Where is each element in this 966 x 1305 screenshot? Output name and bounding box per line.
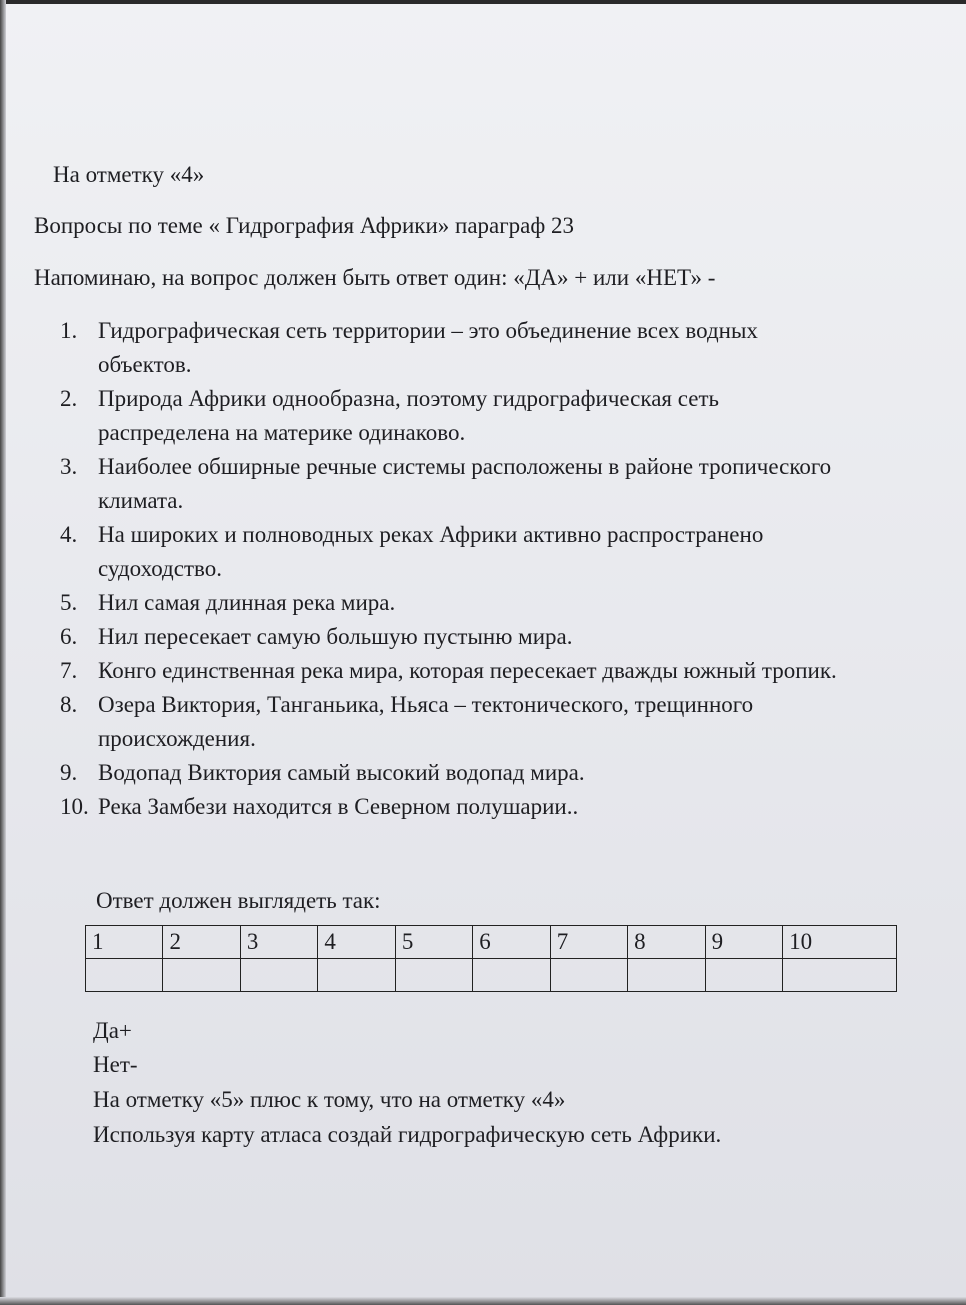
answer-table-number-cell: 7 <box>550 926 627 959</box>
question-number: 8. <box>60 692 78 717</box>
answer-table-answer-cell[interactable] <box>240 959 317 992</box>
question-item <box>60 790 850 824</box>
question-number: 6. <box>60 624 78 649</box>
question-number: 3. <box>60 454 78 479</box>
question-text: Гидрографическая сеть территории – это объединение всех водных объектов. <box>98 318 758 377</box>
legend-yes: Да+ <box>93 1018 132 1043</box>
question-list <box>60 314 850 824</box>
answer-table-number-cell: 9 <box>705 926 782 959</box>
question-number: 5. <box>60 590 78 615</box>
question-text: Нил самая длинная река мира. <box>98 590 396 615</box>
question-text: Нил пересекает самую большую пустыню мира. <box>98 624 573 649</box>
answer-table-number-cell: 10 <box>783 926 897 959</box>
question-text: На широких и полноводных реках Африки активно распространено судоходство. <box>98 522 764 581</box>
question-text: Конго единственная река мира, которая пересекает дважды южный тропик. <box>98 658 837 683</box>
question-number: 7. <box>60 658 78 683</box>
question-item <box>60 756 850 790</box>
question-text: Природа Африки однообразна, поэтому гидрографическая сеть распределена на материке одинаково. <box>98 386 719 445</box>
answer-table-answer-cell[interactable] <box>395 959 472 992</box>
question-text: Водопад Виктория самый высокий водопад мира. <box>98 760 585 785</box>
answer-table-answer-cell[interactable] <box>163 959 240 992</box>
grade-5-note: На отметку «5» плюс к тому, что на отметку «4» <box>93 1087 566 1112</box>
question-item <box>60 688 850 756</box>
answer-caption: Ответ должен выглядеть так: <box>96 888 381 913</box>
answer-table-number-cell: 3 <box>240 926 317 959</box>
answer-table-answer-cell[interactable] <box>86 959 163 992</box>
question-item <box>60 382 850 450</box>
reminder-text: Напоминаю, на вопрос должен быть ответ один: «ДА» + или «НЕТ» - <box>34 265 716 290</box>
photo-edge <box>0 1297 966 1305</box>
answer-table-answer-cell[interactable] <box>628 959 705 992</box>
question-text: Река Замбези находится в Северном полушарии.. <box>98 794 579 819</box>
topic-heading: Вопросы по теме « Гидрография Африки» параграф 23 <box>34 213 575 238</box>
question-number: 1. <box>60 318 78 343</box>
question-number: 2. <box>60 386 78 411</box>
question-item <box>60 314 850 382</box>
answer-table-number-cell: 5 <box>395 926 472 959</box>
answer-table-number-cell: 8 <box>628 926 705 959</box>
answer-table-number-cell: 2 <box>163 926 240 959</box>
question-item <box>60 586 850 620</box>
grade-4-title: На отметку «4» <box>53 162 205 187</box>
photo-edge <box>0 0 966 4</box>
photo-edge <box>0 0 6 1305</box>
question-text: Озера Виктория, Танганьика, Ньяса – тектонического, трещинного происхождения. <box>98 692 754 751</box>
answer-table-answer-cell[interactable] <box>550 959 627 992</box>
answer-table-header-row <box>86 926 897 959</box>
legend-no: Нет- <box>93 1052 138 1077</box>
answer-table-number-cell: 1 <box>86 926 163 959</box>
answer-table-answer-cell[interactable] <box>473 959 550 992</box>
question-item <box>60 620 850 654</box>
question-number: 9. <box>60 760 78 785</box>
grade-5-task: Используя карту атласа создай гидрографическую сеть Африки. <box>93 1122 722 1147</box>
question-text: Наиболее обширные речные системы расположены в районе тропического климата. <box>98 454 832 513</box>
answer-table <box>85 925 897 992</box>
answer-table-number-cell: 6 <box>473 926 550 959</box>
question-number: 10. <box>60 794 89 819</box>
question-item <box>60 450 850 518</box>
answer-table-answer-row <box>86 959 897 992</box>
answer-table-answer-cell[interactable] <box>705 959 782 992</box>
question-number: 4. <box>60 522 78 547</box>
answer-table-number-cell: 4 <box>318 926 395 959</box>
answer-table-answer-cell[interactable] <box>783 959 897 992</box>
answer-table-answer-cell[interactable] <box>318 959 395 992</box>
question-item <box>60 518 850 586</box>
question-item <box>60 654 850 688</box>
